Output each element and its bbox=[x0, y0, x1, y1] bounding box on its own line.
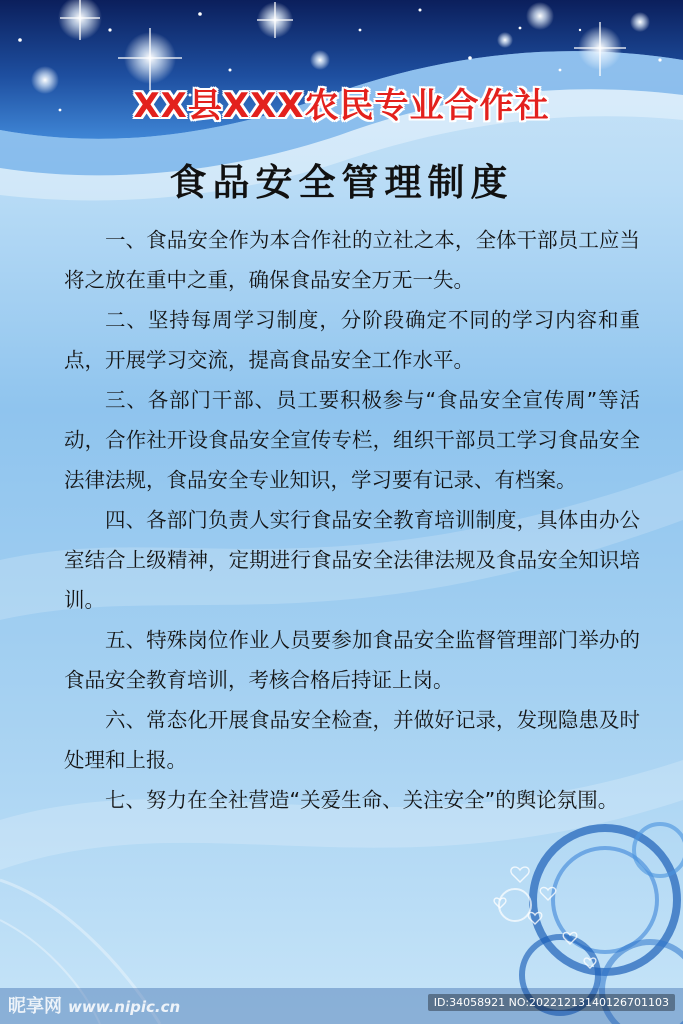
paragraph-4: 四、各部门负责人实行食品安全教育培训制度，具体由办公室结合上级精神，定期进行食品安全法律法规及食品安全知识培训。 bbox=[64, 508, 640, 612]
paragraph-5: 五、特殊岗位作业人员要参加食品安全监督管理部门举办的食品安全教育培训，考核合格后持证上岗。 bbox=[64, 628, 640, 692]
watermark-brand-text: 昵享网 bbox=[8, 996, 62, 1017]
paragraph-7: 七、努力在全社营造“关爱生命、关注安全”的舆论氛围。 bbox=[105, 788, 619, 812]
paragraph-2: 二、坚持每周学习制度，分阶段确定不同的学习内容和重点，开展学习交流，提高食品安全工作水平。 bbox=[64, 308, 640, 372]
watermark-id: ID:34058921 NO:20221213140126701103 bbox=[428, 994, 675, 1011]
paragraph-6: 六、常态化开展食品安全检查，并做好记录，发现隐患及时处理和上报。 bbox=[64, 708, 640, 772]
regulation-body bbox=[64, 220, 640, 820]
org-title: XX县XXX农民专业合作社 bbox=[133, 86, 550, 126]
paragraph-1: 一、食品安全作为本合作社的立社之本，全体干部员工应当将之放在重中之重，确保食品安全万无一失。 bbox=[64, 228, 640, 292]
doc-title: 食品安全管理制度 bbox=[169, 161, 514, 204]
watermark-brand bbox=[8, 992, 180, 1018]
paragraph-3: 三、各部门干部、员工要积极参与“食品安全宣传周”等活动，合作社开设食品安全宣传专栏，组织干部员工学习食品安全法律法规，食品安全专业知识，学习要有记录、有档案。 bbox=[64, 388, 640, 492]
watermark-site: www.nipic.cn bbox=[68, 998, 181, 1016]
